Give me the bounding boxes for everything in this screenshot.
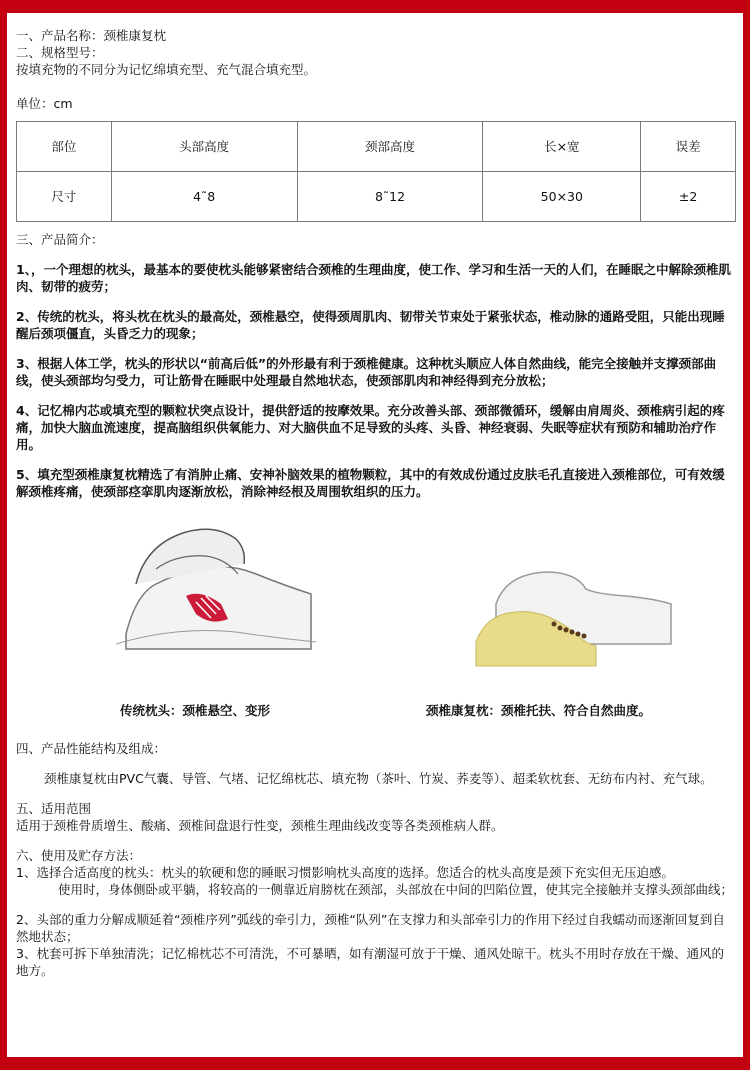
structure-body: 颈椎康复枕由PVC气囊、导管、气堵、记忆绵枕芯、填充物（茶叶、竹炭、荞麦等）、超柔软枕套、无纺布内衬、充气球。 <box>44 771 713 786</box>
spec-table <box>16 121 736 222</box>
intro-title: 三、产品简介： <box>16 232 104 247</box>
illustrations <box>16 514 734 718</box>
document-content <box>7 13 743 979</box>
table-header-cell: 部位 <box>17 122 112 172</box>
intro-item-5: 5、填充型颈椎康复枕精选了有消肿止痛、安神补脑效果的植物颗粒，其中的有效成份通过皮肤毛孔直接进入颈椎部位，可有效缓解颈椎疼痛，使颈部痉挛肌肉逐渐放松，消除神经根及周围软组织的压力。 <box>16 467 725 499</box>
usage-item-3: 3、枕套可拆下单独清洗；记忆棉枕芯不可清洗，不可暴晒，如有潮湿可放于干燥、通风处晾干。枕头不用时存放在干燥、通风的地方。 <box>16 946 724 978</box>
usage-item-1b: 使用时，身体侧卧或平躺，将较高的一侧靠近肩膀枕在颈部，头部放在中间的凹陷位置，使其完全接触并支撑头颈部曲线； <box>58 882 734 897</box>
intro-item-2: 2、传统的枕头，将头枕在枕头的最高处，颈椎悬空，使得颈周肌肉、韧带关节束处于紧张状态，椎动脉的通路受阻，只能出现睡醒后颈项僵直，头昏乏力的现象； <box>16 309 725 341</box>
table-cell: 4˜8 <box>111 172 297 222</box>
intro-item-1: 1、，一个理想的枕头，最基本的要使枕头能够紧密结合颈椎的生理曲度，使工作、学习和生活一天的人们，在睡眠之中解除颈椎肌肉、韧带的疲劳； <box>16 262 731 294</box>
table-cell: ±2 <box>641 172 736 222</box>
traditional-pillow-illustration <box>116 514 316 654</box>
usage-item-2: 2、头部的重力分解成顺延着“颈椎序列”弧线的牵引力，颈椎“队列”在支撑力和头部牵引力的作用下经过自我蠕动而逐渐回复到自然地状态； <box>16 912 725 944</box>
usage-title: 六、使用及贮存方法： <box>16 848 142 863</box>
table-header-cell: 误差 <box>641 122 736 172</box>
intro-item-3: 3、根据人体工学，枕头的形状以“前高后低”的外形最有利于颈椎健康。这种枕头顺应人体自然曲线，能完全接触并支撑颈部曲线，使头颈部均匀受力，可让筋骨在睡眠中处理最自然地状态，使颈部肌肉和神经得到充分放松； <box>16 356 717 388</box>
product-name: 一、产品名称：颈椎康复枕 <box>16 28 167 43</box>
cervical-pillow-illustration <box>466 554 676 674</box>
spec-description: 按填充物的不同分为记忆绵填充型、充气混合填充型。 <box>16 62 317 77</box>
page <box>7 13 743 1057</box>
table-header-cell: 长×宽 <box>483 122 641 172</box>
table-cell: 8˜12 <box>297 172 483 222</box>
table-header-cell: 颈部高度 <box>297 122 483 172</box>
intro-item-4: 4、记忆棉内芯或填充型的颗粒状突点设计，提供舒适的按摩效果。充分改善头部、颈部微循环，缓解由肩周炎、颈椎病引起的疼痛，加快大脑血流速度，提高脑组织供氧能力、对大脑供血不足导致的头疼、头昏、神经衰弱、失眠等症状有预防和辅助治疗作用。 <box>16 403 725 452</box>
caption-traditional-pillow: 传统枕头：颈椎悬空、变形 <box>120 703 271 718</box>
caption-cervical-pillow: 颈椎康复枕：颈椎托扶、符合自然曲度。 <box>426 703 652 718</box>
spec-title: 二、规格型号： <box>16 45 104 60</box>
scope-body: 适用于颈椎骨质增生、酸痛、颈椎间盘退行性变，颈椎生理曲线改变等各类颈椎病人群。 <box>16 818 504 833</box>
table-cell: 50×30 <box>483 172 641 222</box>
structure-title: 四、产品性能结构及组成： <box>16 741 167 756</box>
table-cell: 尺寸 <box>17 172 112 222</box>
table-row <box>17 172 736 222</box>
usage-item-1: 1、选择合适高度的枕头：枕头的软硬和您的睡眠习惯影响枕头高度的选择。您适合的枕头高度是颈下充实但无压迫感。 <box>16 865 674 880</box>
scope-title: 五、适用范围 <box>16 801 92 816</box>
table-header-row <box>17 122 736 172</box>
unit-label: 单位：cm <box>16 96 73 111</box>
table-header-cell: 头部高度 <box>111 122 297 172</box>
